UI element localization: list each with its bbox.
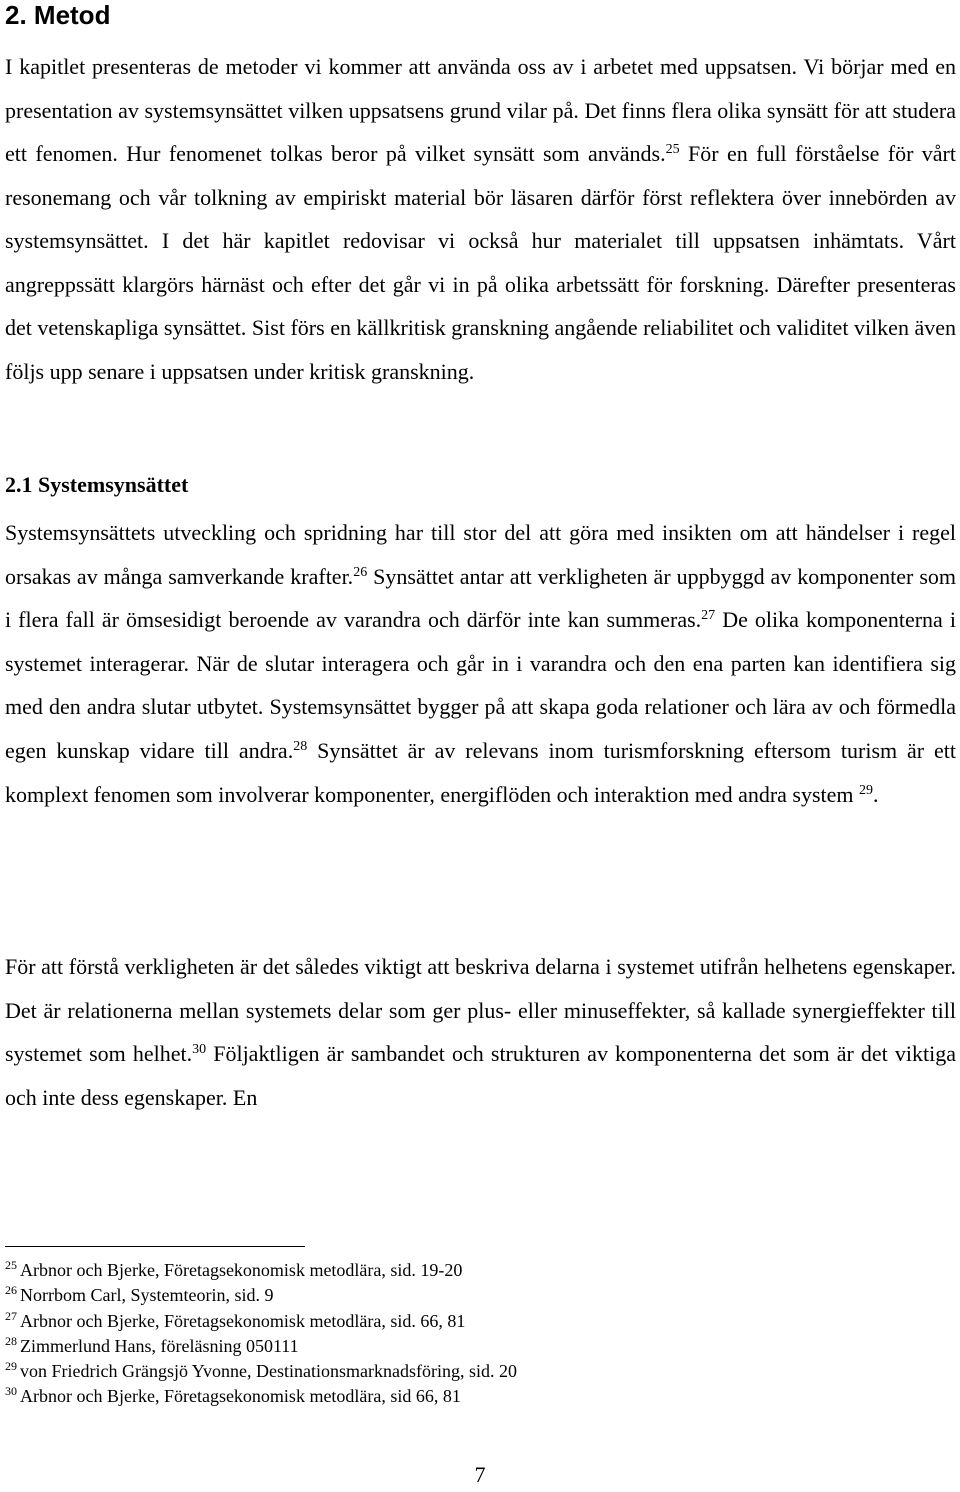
footnote-text: Arbnor och Bjerke, Företagsekonomisk metodlära, sid. 19-20 [20, 1260, 463, 1280]
footnote-ref-26[interactable]: 26 [353, 564, 368, 580]
footnote-text: Norrbom Carl, Systemteorin, sid. 9 [20, 1285, 274, 1306]
footnote-item [5, 1283, 517, 1308]
footnote-number: 27 [5, 1308, 17, 1323]
section-heading: 2.1 Systemsynsättet [5, 472, 189, 497]
footnote-ref-29[interactable]: 29 [859, 782, 874, 798]
section-p2-text-a: För att förstå verkligheten är det således viktigt att beskriva delarna i systemet utifrån helhetens egenskaper. Det är relationerna mellan systemets delar som ger plus- eller minuseffekter, så kallade synergieffekter till systemet som helhet. [5, 954, 956, 1067]
section-p1-text-e: . [873, 781, 879, 807]
footnote-number: 30 [5, 1384, 17, 1399]
footnote-ref-30[interactable]: 30 [192, 1042, 207, 1058]
footnote-item [5, 1384, 517, 1409]
section-paragraph-1 [5, 511, 956, 816]
footnote-ref-25[interactable]: 25 [665, 142, 680, 157]
footnote-item [5, 1309, 517, 1334]
page-number: 7 [474, 1462, 486, 1487]
section-p1-text-c: De olika komponenterna i systemet interagerar. När de slutar interagera och går in i varandra och den ena parten kan identifiera sig med den andra slutar utbytet. Systemsynsättet bygger på att skapa goda relationer och lära av och förmedla egen kunskap vidare till andra. [5, 607, 956, 763]
intro-text-1: I kapitlet presenteras de metoder vi kommer att använda oss av i arbetet med uppsatsen. Vi börjar med en presentation av systemsynsättet vilken uppsatsens grund vilar på. Det finns flera olika synsätt för att studera ett fenomen. Hur fenomenet tolkas beror på vilket synsätt som används. [5, 54, 956, 166]
chapter-heading: 2. Metod [5, 0, 111, 30]
intro-text-2: För en full förståelse för vårt resonemang och vår tolkning av empiriskt material bör läsaren därför först reflektera över innebörden av systemsynsättet. I det här kapitlet redovisar vi också hur materialet till uppsatsen inhämtats. Vårt angreppssätt klargörs härnäst och efter det går vi in på olika arbetssätt för forskning. Därefter presenteras det vetenskapliga synsättet. Sist förs en källkritisk granskning angående reliabilitet och validitet vilken även följs upp senare i uppsatsen under kritisk granskning. [5, 141, 956, 384]
section-p1-text-d: Synsättet är av relevans inom turismforskning eftersom turism är ett komplext fenomen som involverar komponenter, energiflöden och interaktion med andra system [5, 737, 956, 807]
footnote-divider [5, 1246, 305, 1247]
section-p1-text-b: Synsättet antar att verkligheten är uppbyggd av komponenter som i flera fall är ömsesidigt beroende av varandra och därför inte kan summeras. [5, 563, 956, 633]
footnote-text: Arbnor och Bjerke, Företagsekonomisk metodlära, sid 66, 81 [20, 1386, 461, 1407]
footnote-number: 29 [5, 1359, 17, 1374]
intro-paragraph [5, 45, 956, 393]
section-p1-text-a: Systemsynsättets utveckling och spridning har till stor del att göra med insikten om att händelser i regel orsakas av många samverkande krafter. [5, 520, 956, 589]
footnote-ref-28[interactable]: 28 [293, 738, 308, 754]
section-p2-text-b: Följaktligen är sambandet och strukturen av komponenterna det som är det viktiga och inte dess egenskaper. En [5, 1041, 956, 1110]
footnote-item [5, 1359, 517, 1384]
footnote-number: 26 [5, 1283, 17, 1298]
footnote-item [5, 1334, 517, 1359]
footnote-item [5, 1258, 517, 1283]
footnote-text: von Friedrich Grängsjö Yvonne, Destinationsmarknadsföring, sid. 20 [20, 1361, 517, 1382]
footnote-text: Zimmerlund Hans, föreläsning 050111 [20, 1335, 299, 1356]
footnote-list [5, 1258, 517, 1410]
footnote-ref-27[interactable]: 27 [701, 608, 716, 624]
footnote-number: 28 [5, 1333, 17, 1348]
section-paragraph-2 [5, 945, 956, 1119]
footnote-text: Arbnor och Bjerke, Företagsekonomisk metodlära, sid. 66, 81 [20, 1310, 466, 1331]
footnote-number: 25 [5, 1258, 17, 1272]
